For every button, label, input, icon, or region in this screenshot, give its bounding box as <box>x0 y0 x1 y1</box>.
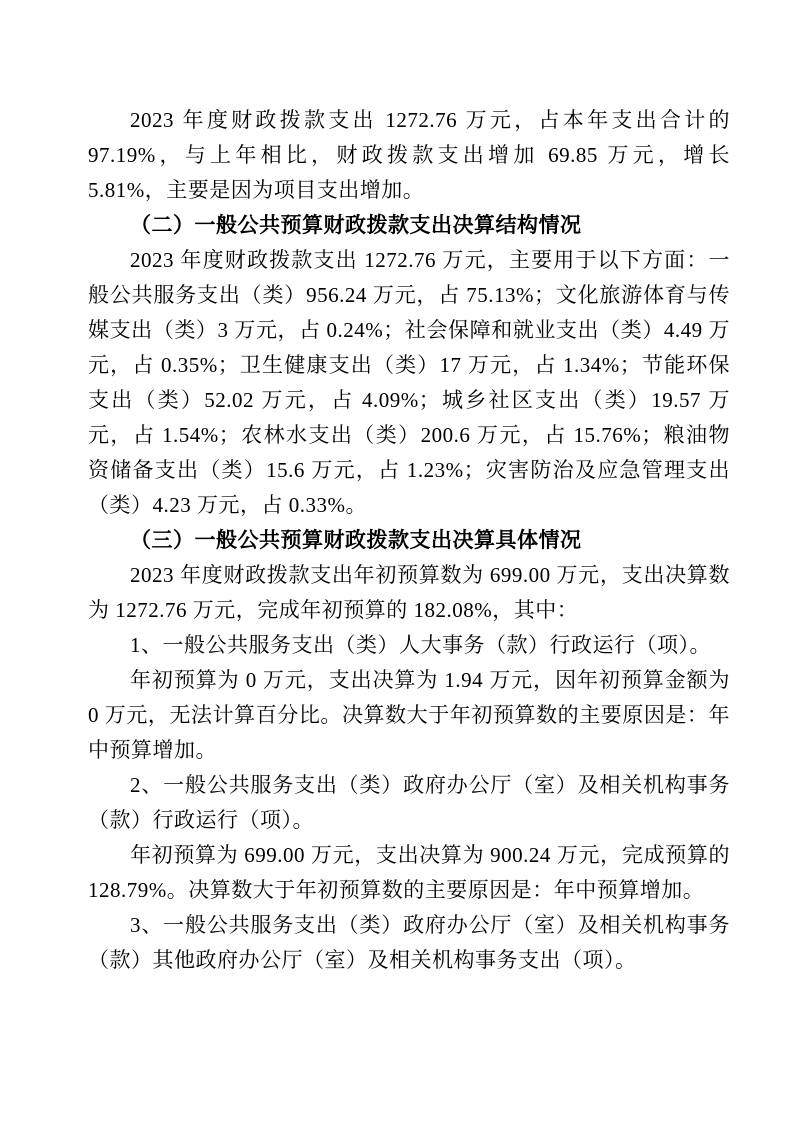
paragraph: 2023 年度财政拨款支出年初预算数为 699.00 万元，支出决算数为 1272.76 万元，完成年初预算的 182.08%，其中： <box>88 563 730 622</box>
paragraph: 1、一般公共服务支出（类）人大事务（款）行政运行（项）。 <box>130 633 711 657</box>
paragraph: 3、一般公共服务支出（类）政府办公厅（室）及相关机构事务（款）其他政府办公厅（室）及相关机构事务支出（项）。 <box>88 913 730 972</box>
paragraph: 2023 年度财政拨款支出 1272.76 万元，占本年支出合计的 97.19%，与上年相比，财政拨款支出增加 69.85 万元，增长 5.81%，主要是因为项目支出增加。 <box>88 108 730 202</box>
document-body <box>88 103 730 978</box>
section-heading: （二）一般公共预算财政拨款支出决算结构情况 <box>130 214 582 237</box>
paragraph: 2、一般公共服务支出（类）政府办公厅（室）及相关机构事务（款）行政运行（项）。 <box>88 773 730 832</box>
paragraph: 年初预算为 0 万元，支出决算为 1.94 万元，因年初预算金额为 0 万元，无法计算百分比。决算数大于年初预算数的主要原因是：年中预算增加。 <box>88 668 730 762</box>
paragraph: 年初预算为 699.00 万元，支出决算为 900.24 万元，完成预算的 128.79%。决算数大于年初预算数的主要原因是：年中预算增加。 <box>88 843 730 902</box>
section-heading: （三）一般公共预算财政拨款支出决算具体情况 <box>130 529 582 552</box>
paragraph: 2023 年度财政拨款支出 1272.76 万元，主要用于以下方面：一般公共服务支出（类）956.24 万元，占 75.13%；文化旅游体育与传媒支出（类）3 万元，占 0.24%；社会保障和就业支出（类）4.49 万元，占 0.35%；卫生健康支出（类）17 万元，占 1.34%；节能环保支出（类）52.02 万元，占 4.09%；城乡社区支出（类）19.57 万元，占 1.54%；农林水支出（类）200.6 万元，占 15.76%；粮油物资储备支出（类）15.6 万元，占 1.23%；灾害防治及应急管理支出（类）4.23 万元，占 0.33%。 <box>88 248 730 517</box>
